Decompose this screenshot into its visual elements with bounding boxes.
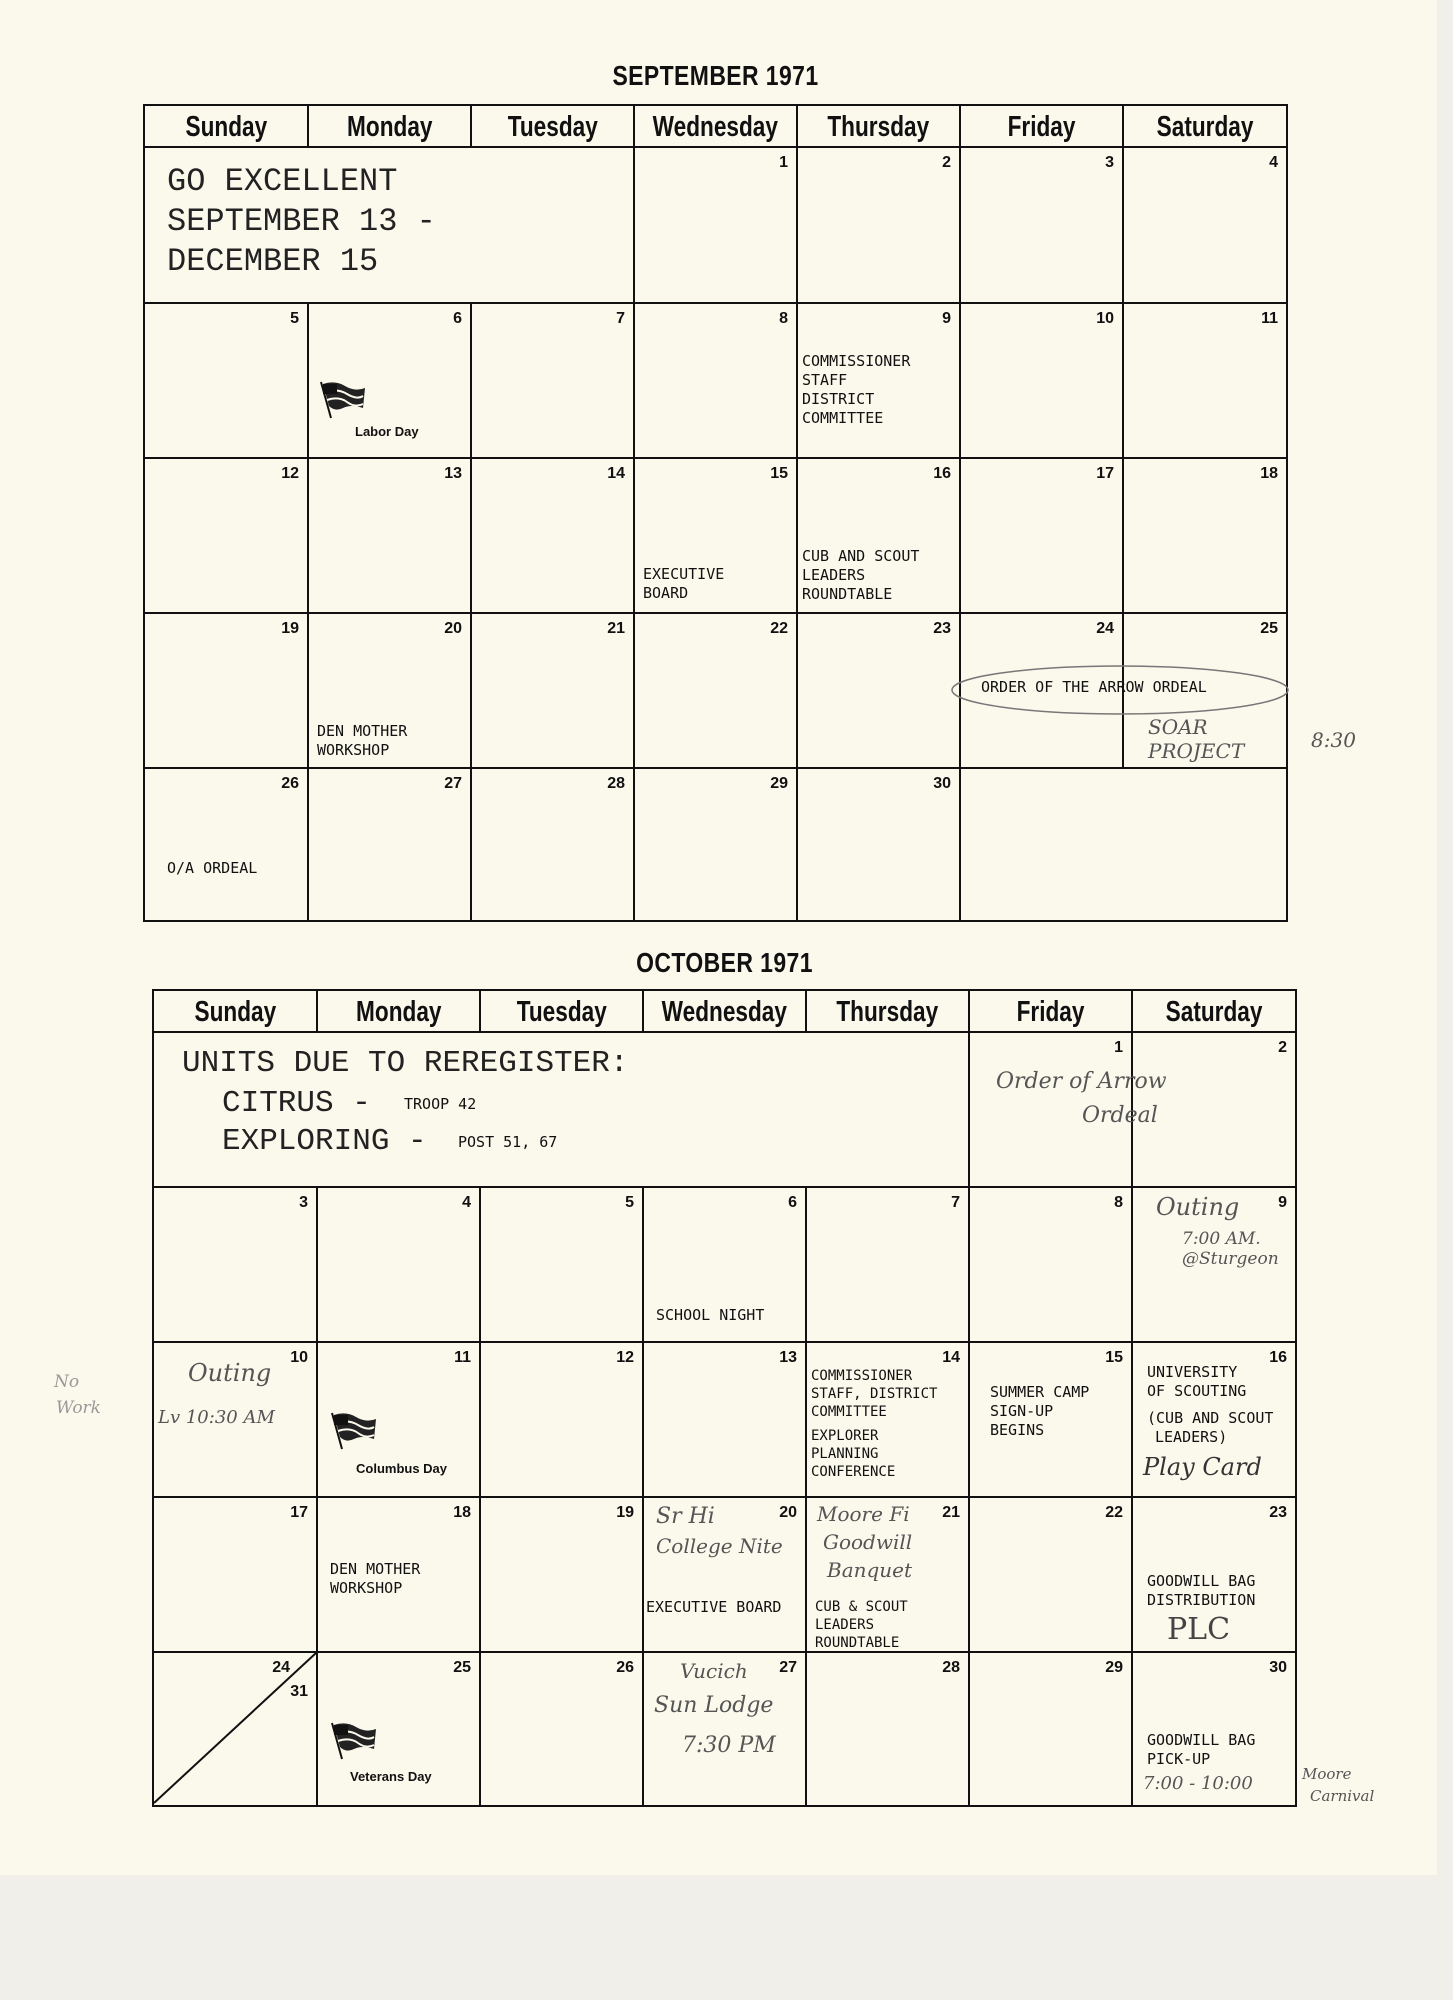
day-cell: 5 [481,1188,644,1343]
day-cell: 16 CUB AND SCOUT LEADERS ROUNDTABLE [798,459,961,614]
weekday-monday: Monday [309,106,472,148]
weekday-sunday: Sunday [145,106,309,148]
banner-cell [154,1033,970,1188]
event-line: ROUNDTABLE [802,585,893,603]
day-cell: 3 [154,1188,318,1343]
weekday-sunday: Sunday [154,991,318,1033]
day-cell: 1 [970,1033,1133,1188]
september-title: SEPTEMBER 1971 [612,60,819,91]
event-line: LEADERS) [1155,1428,1228,1446]
day-cell: 19 [145,614,309,769]
handwritten-goodwill: Goodwill [823,1530,913,1554]
day-cell: 16 UNIVERSITY OF SCOUTING (CUB AND SCOUT LEADERS) Play Card [1133,1343,1295,1498]
weekday-saturday: Saturday [1124,106,1286,148]
day-cell: 17 [961,459,1124,614]
event-line: ROUNDTABLE [815,1635,900,1648]
day-cell: 3 [961,148,1124,304]
day-cell: 21 [472,614,635,769]
flag-icon [328,1719,378,1761]
banner-line-2: SEPTEMBER 13 - [167,203,436,240]
day-cell: 15 EXECUTIVE BOARD [635,459,798,614]
day-cell: 22 [970,1498,1133,1653]
event-line: OF SCOUTING [1147,1382,1247,1400]
labor-day-label: Labor Day [355,424,419,439]
day-cell: 23 [798,614,961,769]
veterans-day-label: Veterans Day [350,1769,432,1784]
day-cell: 20 DEN MOTHER WORKSHOP [309,614,472,769]
october-title: OCTOBER 1971 [636,947,813,978]
handwritten-work: Work [56,1398,101,1418]
day-cell: 25 Veterans Day [318,1653,481,1805]
event-line: PLANNING [811,1446,879,1462]
day-cell: 26 O/A ORDEAL [145,769,309,920]
event-line: EXPLORER [811,1428,879,1444]
banner-citrus-detail: TROOP 42 [404,1095,477,1113]
september-calendar [143,60,1356,922]
day-cell: 6 SCHOOL NIGHT [644,1188,807,1343]
day-cell: 11 Columbus Day [318,1343,481,1498]
day-cell: 13 [309,459,472,614]
handwritten-plc: PLC [1167,1612,1231,1647]
day-cell: 4 [1124,148,1286,304]
weekday-monday: Monday [318,991,481,1033]
weekday-thursday: Thursday [798,106,961,148]
event-oa-ordeal: O/A ORDEAL [167,859,258,877]
day-cell: 11 [1124,304,1286,459]
handwritten-no: No [54,1372,80,1392]
banner-citrus: CITRUS - [222,1086,371,1121]
day-cell: 18 DEN MOTHER WORKSHOP [318,1498,481,1653]
day-cell: 12 [145,459,309,614]
day-cell: 14 [472,459,635,614]
handwritten-leave-time: Lv 10:30 AM [158,1407,275,1428]
weekday-wednesday: Wednesday [644,991,807,1033]
event-executive-board: EXECUTIVE BOARD [646,1598,782,1616]
event-line: LEADERS [802,566,866,584]
day-cell: 7 [807,1188,970,1343]
day-cell: 29 [970,1653,1133,1805]
event-line: DISTRICT [802,390,875,408]
weekday-tuesday: Tuesday [472,106,635,148]
split-day-divider [154,1653,318,1805]
day-cell: 21 Moore Fi Goodwill Banquet CUB & SCOUT LEADERS ROUNDTABLE [807,1498,970,1653]
day-cell: 28 [472,769,635,920]
handwritten-carnival: Carnival [1310,1787,1375,1805]
day-cell: 30 GOODWILL BAG PICK-UP 7:00 - 10:00 [1143,1659,1287,1794]
banner-line-1: GO EXCELLENT [167,163,398,200]
event-line: (CUB AND SCOUT [1147,1409,1274,1427]
day-cell: 10 Outing Lv 10:30 AM [154,1343,318,1498]
event-line: BEGINS [990,1421,1045,1439]
handwritten-outing-time: 7:00 AM. @Sturgeon [1182,1229,1279,1269]
day-cell: 6 Labor Day [309,304,472,459]
flag-icon [317,378,367,420]
handwritten-outing: Outing [188,1359,272,1387]
day-cell: 28 [807,1653,970,1805]
event-line: SIGN-UP [990,1402,1054,1420]
day-cell: 12 [481,1343,644,1498]
banner-title: UNITS DUE TO REREGISTER: [182,1046,629,1081]
event-line: CUB & SCOUT [815,1599,908,1615]
handwritten-ordeal: Ordeal [1082,1103,1158,1128]
banner-line-3: DECEMBER 15 [167,243,379,280]
handwritten-time: 8:30 [1311,728,1356,752]
event-line: DISTRIBUTION [1147,1591,1256,1609]
event-line: CONFERENCE [811,1464,896,1480]
handwritten-play-card: Play Card [1143,1453,1262,1481]
day-cell: 10 [961,304,1124,459]
event-line: COMMITTEE [811,1404,887,1420]
day-cell: 22 [635,614,798,769]
handwritten-moore: Moore Fi [817,1502,910,1526]
day-cell: 9 COMMISSIONER STAFF DISTRICT COMMITTEE [798,304,961,459]
banner-cell [145,148,635,304]
weekday-friday: Friday [961,106,1124,148]
day-cell: 7 [472,304,635,459]
handwritten-college-nite: College Nite [656,1534,783,1558]
handwritten-outing-sat: Outing [1156,1193,1240,1221]
day-cell: 24 [961,614,1124,769]
handwritten-sr-hi: Sr Hi [656,1504,715,1529]
event-line: STAFF [802,371,848,389]
day-cell: 18 [1124,459,1286,614]
event-line: COMMISSIONER [802,352,911,370]
day-cell: 2 [1133,1033,1295,1188]
handwritten-banquet: Banquet [827,1558,913,1582]
event-line: BOARD [643,584,689,602]
day-cell-24-31: 24 31 [154,1653,318,1805]
day-cell: 20 Sr Hi College Nite EXECUTIVE BOARD [644,1498,807,1653]
event-line: PICK-UP [1147,1750,1211,1768]
handwritten-soar-project: SOAR PROJECT [1148,715,1245,763]
day-cell: 27 [309,769,472,920]
day-cell: 13 [644,1343,807,1498]
day-cell: 15 SUMMER CAMP SIGN-UP BEGINS [970,1343,1133,1498]
day-cell: 26 [481,1653,644,1805]
event-school-night: SCHOOL NIGHT [656,1306,765,1324]
weekday-wednesday: Wednesday [635,106,798,148]
day-cell: 17 [154,1498,318,1653]
handwritten-time-730: 7:30 PM [682,1733,776,1758]
event-line: GOODWILL BAG [1147,1731,1256,1749]
day-cell: 29 [635,769,798,920]
weekday-tuesday: Tuesday [481,991,644,1033]
event-line: SUMMER CAMP [990,1383,1090,1401]
event-line: GOODWILL BAG [1147,1572,1256,1590]
handwritten-vucich: Vucich [680,1659,748,1683]
event-line: CUB AND SCOUT [802,547,920,565]
event-line: STAFF, DISTRICT [811,1386,938,1402]
day-cell: 1 [635,148,798,304]
day-cell: 27 Vucich Sun Lodge 7:30 PM [644,1653,807,1805]
day-cell: 30 [798,769,961,920]
day-cell: 5 [145,304,309,459]
day-cell: 2 [798,148,961,304]
day-cell: 8 [970,1188,1133,1343]
day-cell: 8 [635,304,798,459]
handwritten-moore-carnival: Moore [1302,1765,1352,1783]
event-line: WORKSHOP [317,741,390,759]
event-line: COMMITTEE [802,409,884,427]
weekday-friday: Friday [970,991,1133,1033]
handwritten-pickup-time: 7:00 - 10:00 [1143,1773,1253,1794]
weekday-saturday: Saturday [1133,991,1295,1033]
columbus-day-label: Columbus Day [356,1461,448,1476]
day-cell: 19 [481,1498,644,1653]
weekday-thursday: Thursday [807,991,970,1033]
event-line: WORKSHOP [330,1579,403,1597]
september-grid [143,104,1288,922]
event-order-of-the-arrow: ORDER OF THE ARROW ORDEAL [981,678,1207,696]
handwritten-order-of-arrow: Order of Arrow [996,1069,1167,1094]
day-cell: 9 [1133,1188,1295,1343]
event-line: COMMISSIONER [811,1368,913,1384]
day-cell: 14 COMMISSIONER STAFF, DISTRICT COMMITTEE EXPLORER PLANNING CONFERENCE [807,1343,970,1498]
event-line: EXECUTIVE [643,565,725,583]
flag-icon [328,1409,378,1451]
event-line: UNIVERSITY [1147,1363,1238,1381]
handwritten-sun-lodge: Sun Lodge [654,1693,774,1718]
event-line: DEN MOTHER [317,722,408,740]
day-cell: 4 [318,1188,481,1343]
event-line: DEN MOTHER [330,1560,421,1578]
day-cell: 23 GOODWILL BAG DISTRIBUTION PLC [1133,1498,1295,1653]
day-cell: 25 [1124,614,1286,769]
banner-exploring-detail: POST 51, 67 [458,1133,558,1151]
october-calendar [152,947,1375,1807]
event-line: LEADERS [815,1617,875,1633]
banner-exploring: EXPLORING - [222,1124,427,1159]
